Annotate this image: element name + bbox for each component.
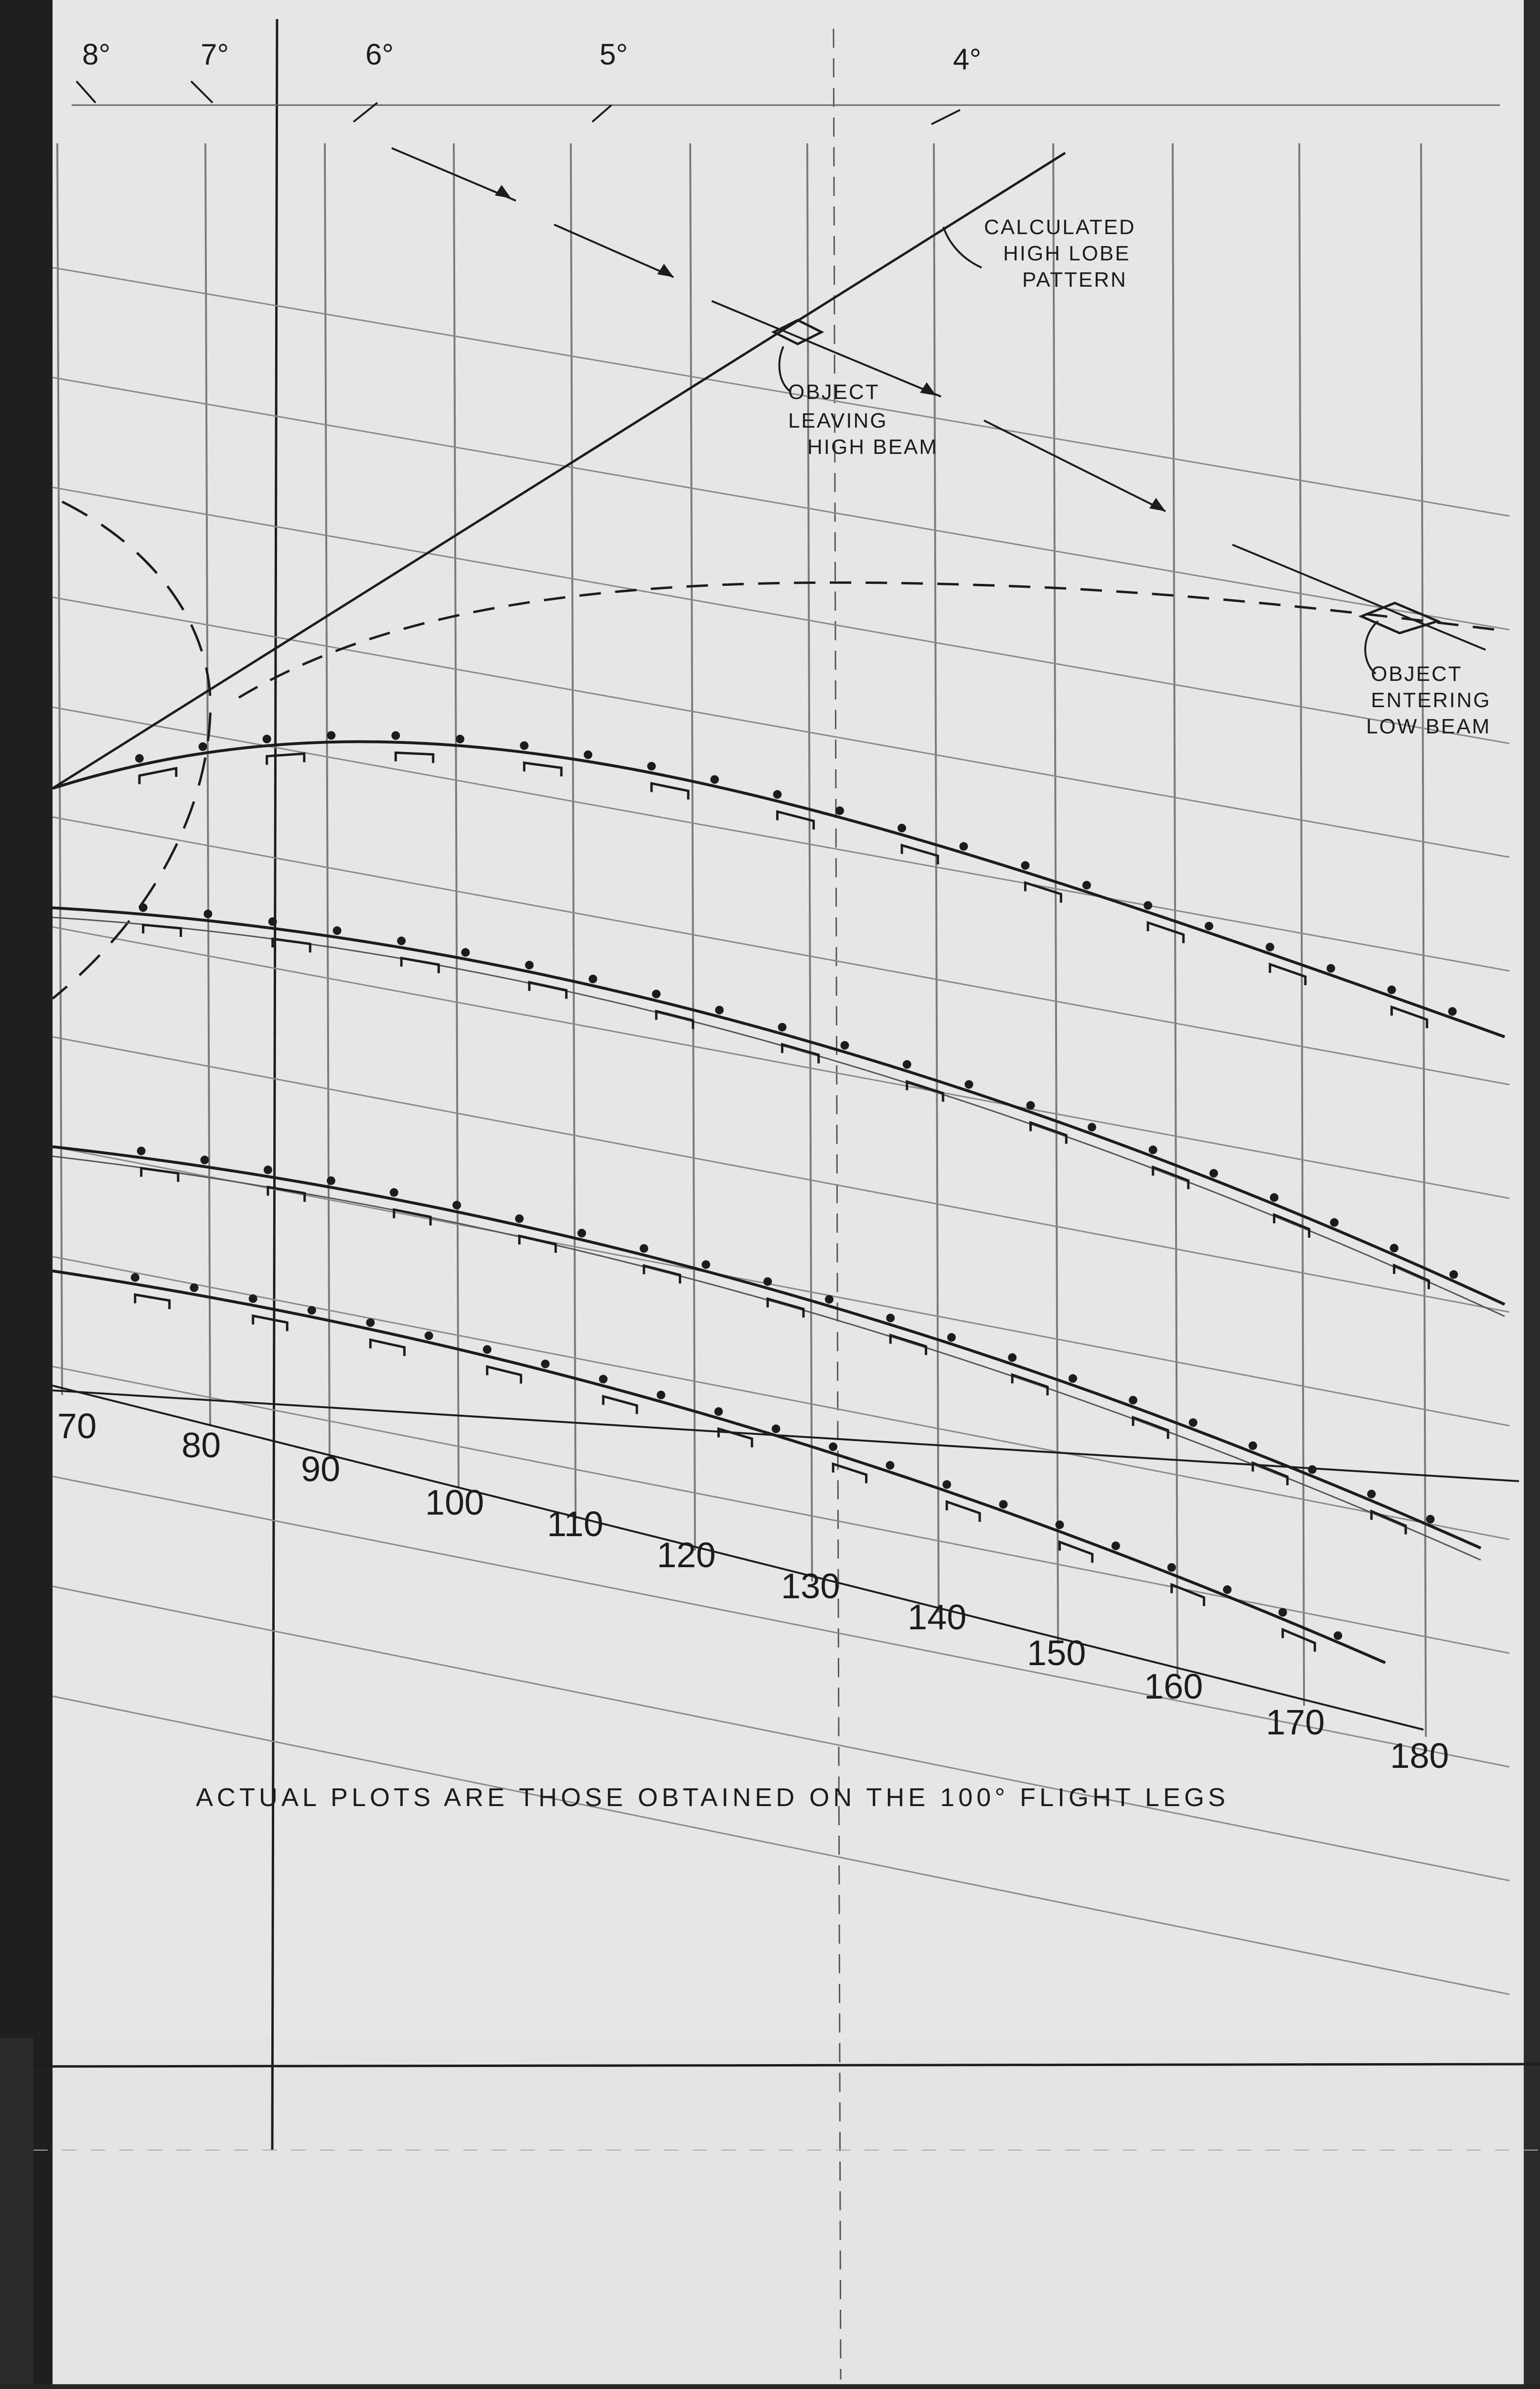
plot-point (1249, 1442, 1257, 1450)
range-label-140: 140 (908, 1597, 967, 1637)
plot-point (599, 1375, 608, 1383)
plot-point (190, 1283, 198, 1292)
plot-point (652, 990, 661, 998)
range-label-120: 120 (657, 1535, 716, 1575)
angle-label-5: 5° (599, 38, 628, 71)
plot-point (578, 1229, 586, 1238)
plot-point (1129, 1396, 1137, 1404)
left-scan-edge-lower (0, 2038, 33, 2389)
plot-point (461, 948, 470, 957)
plot-point (1069, 1374, 1077, 1383)
range-label-130: 130 (781, 1566, 840, 1606)
plot-point (200, 1156, 209, 1164)
plot-point (1205, 922, 1213, 930)
plot-point (456, 735, 464, 743)
plot-point (1278, 1608, 1287, 1617)
note-leaving-line-3: HIGH BEAM (807, 435, 938, 459)
left-scan-edge (0, 0, 53, 2389)
plot-point (640, 1244, 648, 1253)
plot-point (702, 1260, 710, 1269)
plot-point (1426, 1515, 1434, 1524)
plot-point (947, 1333, 956, 1342)
plot-point (898, 824, 906, 832)
plot-point (835, 807, 844, 815)
plot-point (714, 1407, 723, 1416)
plot-point (1330, 1218, 1338, 1227)
plot-point (327, 731, 335, 740)
range-label-160: 160 (1144, 1667, 1203, 1706)
plot-point (715, 1006, 724, 1014)
plot-point (1326, 964, 1335, 973)
plot-point (964, 1080, 973, 1089)
plot-point (647, 762, 656, 771)
range-label-170: 170 (1266, 1702, 1325, 1742)
plot-point (391, 731, 400, 740)
plot-point (131, 1273, 139, 1282)
plot-point (525, 961, 534, 969)
angle-label-4: 4° (953, 43, 982, 76)
plot-point (588, 975, 597, 983)
plot-point (1055, 1520, 1064, 1529)
plot-point (1266, 943, 1274, 951)
plot-point (1008, 1353, 1016, 1362)
plot-point (135, 754, 144, 763)
plot-point (886, 1461, 894, 1470)
plot-point (710, 775, 719, 784)
range-label-100: 100 (425, 1483, 484, 1522)
plot-point (390, 1188, 398, 1197)
plot-point (1088, 1123, 1096, 1131)
plot-point (515, 1215, 524, 1223)
note-leaving-line-2: LEAVING (788, 409, 888, 432)
lower-paper-band (33, 2038, 1540, 2389)
plot-point (139, 904, 148, 912)
plot-point (886, 1313, 895, 1322)
chart-caption: ACTUAL PLOTS ARE THOSE OBTAINED ON THE 100° FLIGHT LEGS (196, 1783, 1230, 1812)
plot-point (999, 1500, 1008, 1508)
plot-point (249, 1294, 257, 1303)
plot-point (1082, 881, 1091, 890)
plot-point (903, 1060, 911, 1069)
plot-point (1167, 1563, 1176, 1572)
plot-point (1448, 1007, 1457, 1016)
plot-point (483, 1345, 492, 1354)
note-entering-line-1: OBJECT (1371, 662, 1463, 686)
plot-point (1367, 1490, 1376, 1498)
range-label-90: 90 (301, 1449, 341, 1489)
plot-point (773, 790, 781, 799)
range-label-110: 110 (547, 1504, 603, 1544)
note-entering-line-2: ENTERING (1371, 689, 1491, 712)
plot-point (829, 1442, 837, 1451)
plot-point (425, 1331, 433, 1340)
plot-point (1387, 986, 1396, 994)
plot-point (1189, 1418, 1198, 1427)
plot-point (778, 1023, 787, 1032)
plot-point (397, 936, 406, 945)
plot-point (1223, 1585, 1231, 1594)
plot-point (263, 735, 271, 743)
range-label-80: 80 (182, 1425, 221, 1465)
note-entering-line-3: LOW BEAM (1366, 715, 1491, 738)
plot-point (1209, 1169, 1218, 1178)
plot-point (657, 1391, 665, 1399)
plot-point (366, 1318, 374, 1327)
plot-point (942, 1480, 951, 1489)
plot-point (327, 1176, 335, 1185)
plot-point (203, 910, 212, 918)
plot-point (308, 1306, 316, 1314)
range-label-70: 70 (57, 1406, 97, 1446)
angle-label-8: 8° (82, 38, 111, 71)
plot-point (333, 926, 342, 935)
note-calculated-line-3: PATTERN (1022, 268, 1127, 291)
plot-point (520, 741, 528, 750)
angle-label-6: 6° (365, 38, 394, 71)
plot-point (825, 1295, 834, 1303)
plot-point (840, 1041, 849, 1050)
note-calculated-line-1: CALCULATED (984, 215, 1136, 239)
angle-label-7: 7° (201, 38, 229, 71)
plot-point (771, 1424, 780, 1433)
plot-point (1021, 861, 1029, 870)
plot-point (1334, 1631, 1342, 1640)
plot-point (137, 1147, 146, 1155)
plot-point (268, 917, 277, 926)
plot-point (1112, 1541, 1120, 1550)
plot-point (763, 1277, 772, 1286)
bottom-scan-edge (0, 2384, 1540, 2389)
plot-point (1149, 1146, 1157, 1154)
range-label-180: 180 (1390, 1736, 1449, 1776)
paper-sheet (33, 0, 1540, 2389)
note-leaving-line-1: OBJECT (788, 380, 880, 404)
plot-point (959, 842, 968, 850)
right-scan-edge (1524, 0, 1540, 2389)
plot-point (1270, 1193, 1278, 1202)
plot-point (1449, 1270, 1458, 1279)
note-calculated-line-2: HIGH LOBE (1003, 242, 1131, 265)
range-label-150: 150 (1027, 1633, 1086, 1673)
plot-point (264, 1165, 272, 1174)
plot-point (541, 1360, 550, 1368)
plot-point (1027, 1101, 1035, 1110)
plot-point (1390, 1244, 1399, 1252)
plot-point (1144, 901, 1152, 910)
plot-point (584, 751, 592, 759)
plot-point (199, 743, 207, 751)
plot-point (1308, 1465, 1316, 1474)
plot-point (452, 1201, 461, 1209)
